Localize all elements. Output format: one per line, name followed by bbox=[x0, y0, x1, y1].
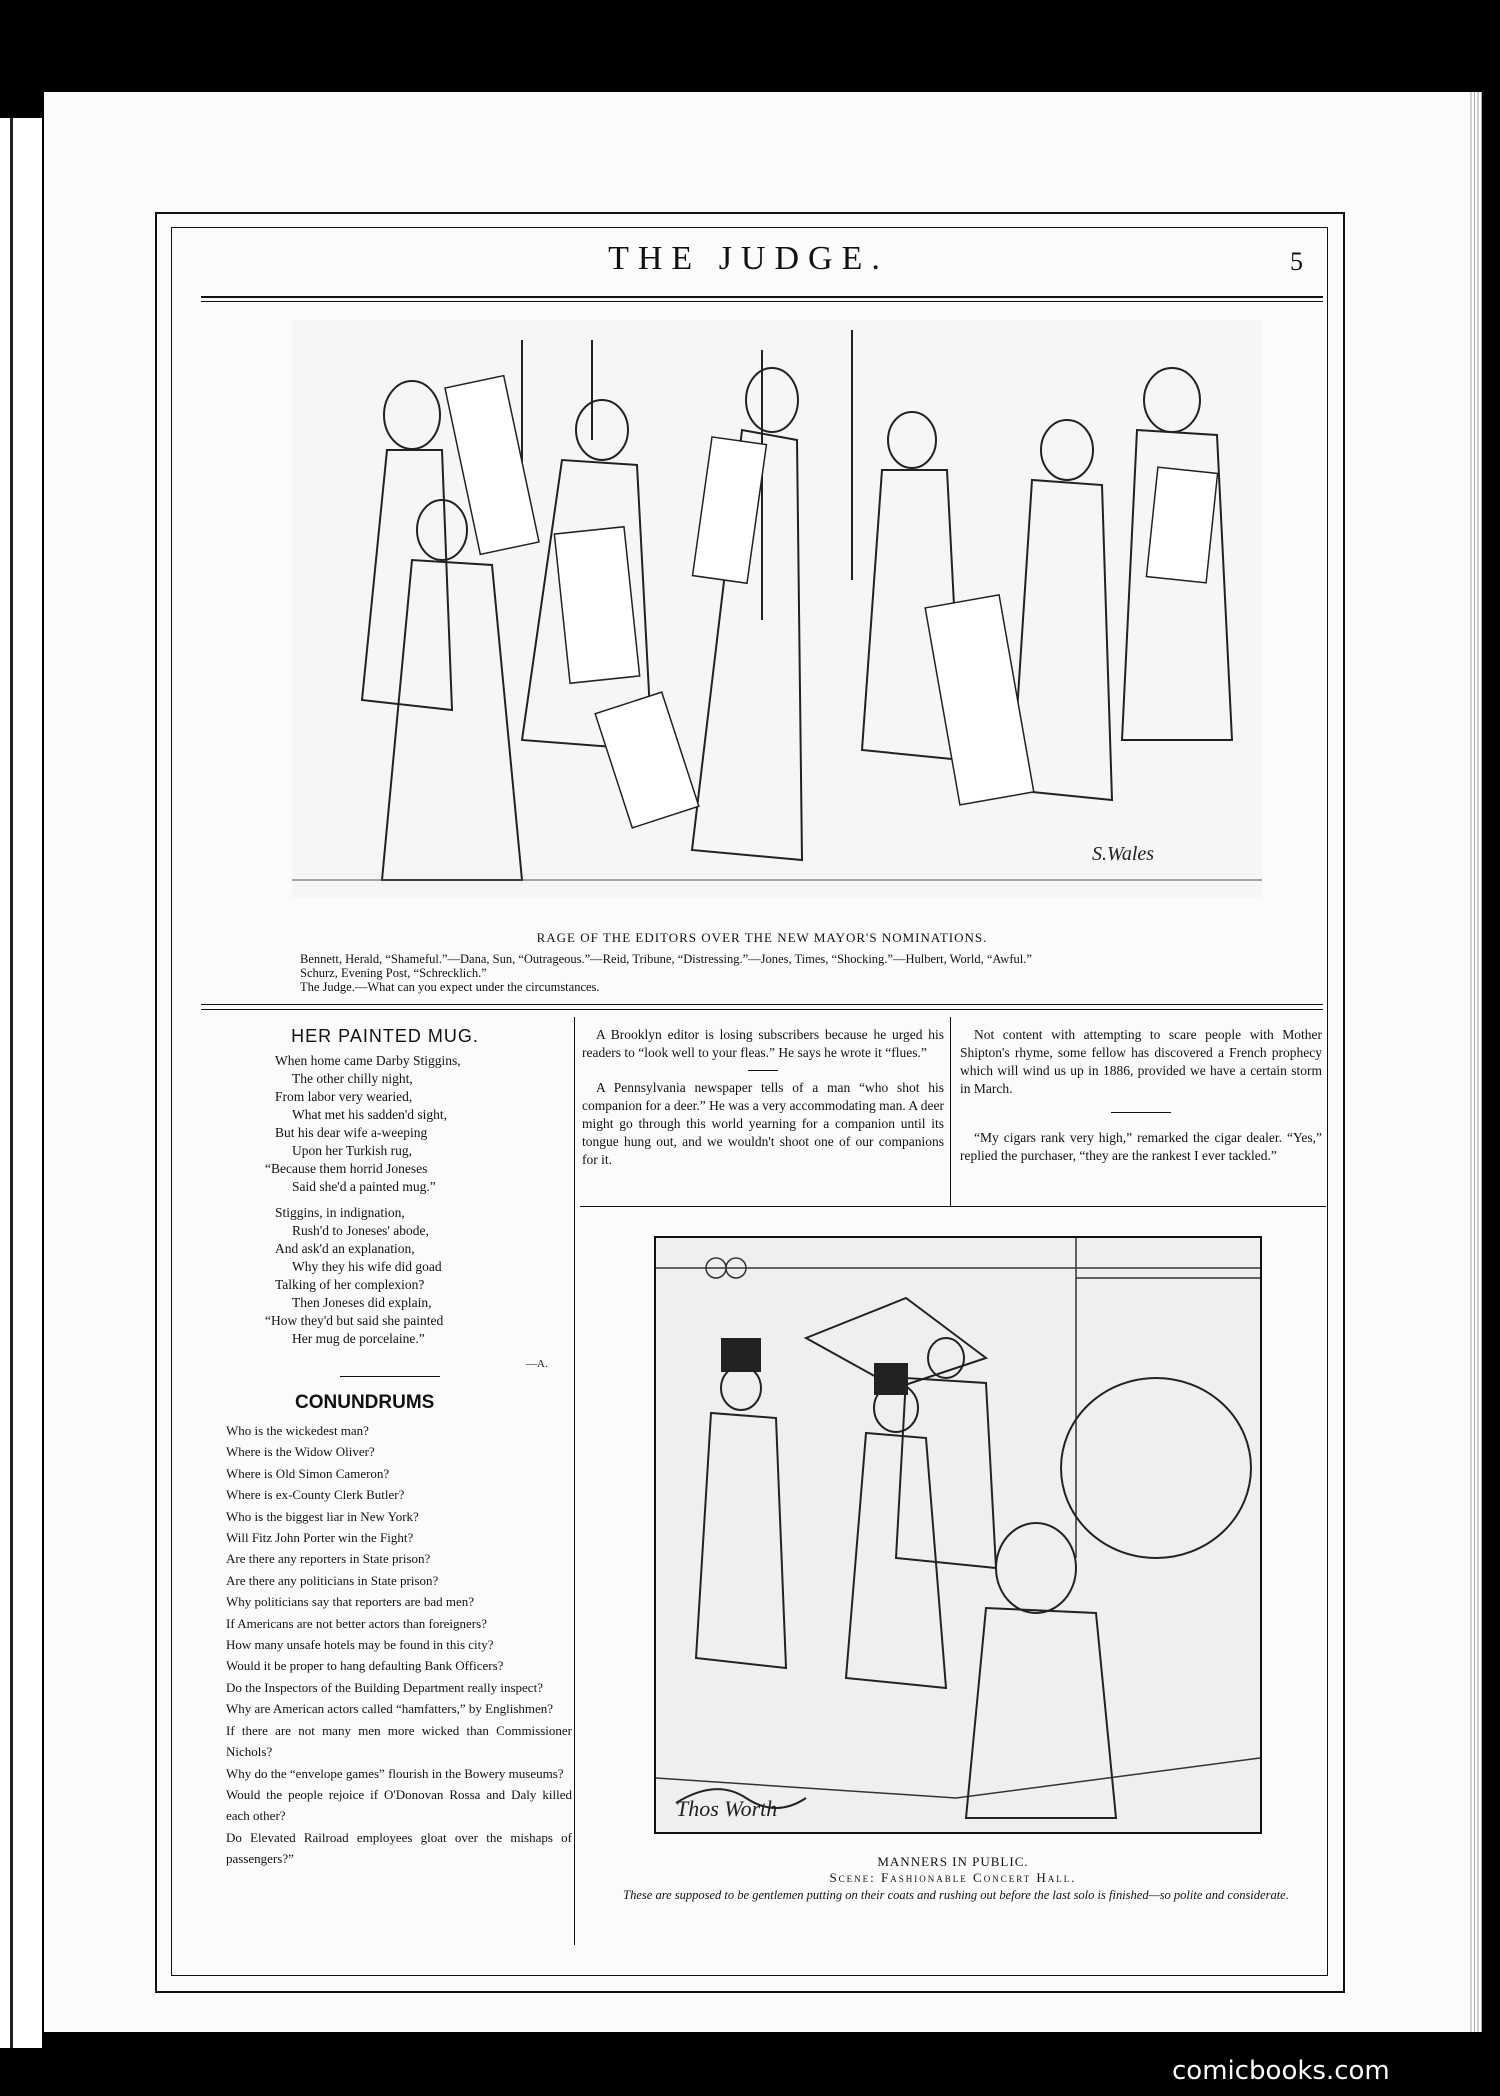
conundrum-item: Are there any reporters in State prison? bbox=[226, 1551, 431, 1567]
conundrum-item: Why politicians say that reporters are bad men? bbox=[226, 1594, 474, 1610]
poem-line: The other chilly night, bbox=[292, 1071, 413, 1086]
conundrum-item: Where is Old Simon Cameron? bbox=[226, 1465, 390, 1481]
left-page-edge bbox=[0, 118, 42, 2048]
top-cartoon-judge-line: The Judge.—What can you expect under the circumstances. bbox=[300, 980, 600, 994]
section-rule-thin bbox=[201, 1009, 1323, 1010]
editors-rage-illustration bbox=[292, 320, 1262, 898]
poem-line: Talking of her complexion? bbox=[275, 1277, 425, 1292]
top-cartoon-signature: S.Wales bbox=[1092, 843, 1155, 865]
top-cartoon-title: RAGE OF THE EDITORS OVER THE NEW MAYOR'S NOMINATIONS. bbox=[536, 930, 988, 945]
poem-line: Stiggins, in indignation, bbox=[275, 1205, 405, 1220]
poem-line: What met his sadden'd sight, bbox=[292, 1107, 448, 1122]
masthead-rule-thin bbox=[201, 301, 1323, 302]
poem-line: “Because them horrid Joneses bbox=[265, 1161, 428, 1176]
poem-line: When home came Darby Stiggins, bbox=[275, 1053, 461, 1068]
poem-line: Rush'd to Joneses' abode, bbox=[292, 1223, 429, 1238]
conundrum-item: Why do the “envelope games” flourish in the Bowery museums? bbox=[226, 1765, 564, 1781]
cigar-paragraph: “My cigars rank very high,” remarked the cigar dealer. “Yes,” replied the purchaser, “they are the rankest I ever tackled.” bbox=[960, 1130, 1322, 1163]
conundrum-item: Would the people rejoice if O'Donovan Rossa and Daly killed each other? bbox=[226, 1786, 572, 1824]
watermark: comicbooks.com bbox=[1172, 2056, 1390, 2086]
conundrum-item: Why are American actors called “hamfatters,” by Englishmen? bbox=[226, 1701, 554, 1717]
poem-line: Said she'd a painted mug.” bbox=[292, 1179, 436, 1194]
top-cartoon-quote-schurz: Schurz, Evening Post, “Schrecklich.” bbox=[300, 966, 487, 980]
poem-line: Why they his wife did goad bbox=[292, 1259, 442, 1274]
prophecy-paragraph: Not content with attempting to scare people with Mother Shipton's rhyme, some fellow has discovered a French prophecy which will wind us up in 1886, provided we have a certain storm in March. bbox=[960, 1027, 1322, 1096]
conundrum-item: Are there any politicians in State prison? bbox=[226, 1572, 439, 1588]
paragraph-rule bbox=[1111, 1112, 1171, 1113]
paragraph-rule bbox=[748, 1070, 778, 1071]
top-cartoon-quotes: Bennett, Herald, “Shameful.”—Dana, Sun, “Outrageous.”—Reid, Tribune, “Distressing.”—Jones, Times, “Shocking.”—Hulbert, World, “Awful.” bbox=[300, 952, 1032, 966]
poem-line: Upon her Turkish rug, bbox=[292, 1143, 413, 1158]
concert-hall-illustration bbox=[654, 1236, 1262, 1834]
conundrum-item: Who is the wickedest man? bbox=[226, 1423, 369, 1438]
column-divider-left bbox=[574, 1017, 575, 1945]
poem-line: Her mug de porcelaine.” bbox=[292, 1331, 425, 1346]
poem-line: But his dear wife a-weeping bbox=[275, 1125, 428, 1140]
conundrum-item: Do the Inspectors of the Building Department really inspect? bbox=[226, 1679, 543, 1695]
conundrum-item: If there are not many men more wicked than Commissioner Nichols? bbox=[226, 1722, 572, 1760]
brooklyn-paragraph: A Brooklyn editor is losing subscribers because he urged his readers to “look well to your fleas.” He says he wrote it “flues.” bbox=[582, 1027, 944, 1060]
page-stack-edge bbox=[1470, 92, 1482, 2032]
bottom-cartoon-description: These are supposed to be gentlemen putting on their coats and rushing out before the last solo is finished—so polite and considerate. bbox=[623, 1888, 1289, 1902]
conundrum-item: If Americans are not better actors than foreigners? bbox=[226, 1615, 487, 1631]
bottom-cartoon-signature: Thos Worth bbox=[676, 1796, 778, 1821]
conundrum-item: Do Elevated Railroad employees gloat over the mishaps of passengers?” bbox=[226, 1829, 572, 1867]
poem-rule bbox=[340, 1376, 440, 1377]
bottom-cartoon-title: MANNERS IN PUBLIC. bbox=[877, 1854, 1029, 1869]
masthead-rule bbox=[201, 296, 1323, 298]
poem-line: From labor very wearied, bbox=[275, 1089, 413, 1104]
poem-title: HER PAINTED MUG. bbox=[291, 1026, 479, 1046]
conundrum-item: Will Fitz John Porter win the Fight? bbox=[226, 1530, 414, 1546]
masthead-title: THE JUDGE. bbox=[608, 240, 889, 277]
poem-line: And ask'd an explanation, bbox=[275, 1241, 415, 1256]
poem-author: —A. bbox=[526, 1358, 548, 1370]
page-number: 5 bbox=[1290, 247, 1303, 276]
poem-line: Then Joneses did explain, bbox=[292, 1295, 432, 1310]
conundrums-title: CONUNDRUMS bbox=[295, 1392, 435, 1413]
bottom-cartoon-scene: Scene: Fashionable Concert Hall. bbox=[829, 1870, 1077, 1885]
conundrum-item: How many unsafe hotels may be found in this city? bbox=[226, 1637, 494, 1653]
conundrum-item: Would it be proper to hang defaulting Bank Officers? bbox=[226, 1658, 504, 1674]
pennsylvania-paragraph: A Pennsylvania newspaper tells of a man “who shot his companion for a deer.” He was a very accommodating man. A deer might go through this world yearning for a companion until its tongue hung out, and we wouldn't shoot one of our companions for it. bbox=[582, 1080, 944, 1167]
conundrum-item: Where is ex-County Clerk Butler? bbox=[226, 1487, 405, 1503]
conundrum-item: Where is the Widow Oliver? bbox=[226, 1444, 375, 1460]
poem-line: “How they'd but said she painted bbox=[265, 1313, 444, 1328]
column-divider-right bbox=[950, 1017, 951, 1207]
section-rule bbox=[201, 1004, 1323, 1005]
column-rule bbox=[580, 1206, 1326, 1207]
conundrum-item: Who is the biggest liar in New York? bbox=[226, 1508, 419, 1524]
